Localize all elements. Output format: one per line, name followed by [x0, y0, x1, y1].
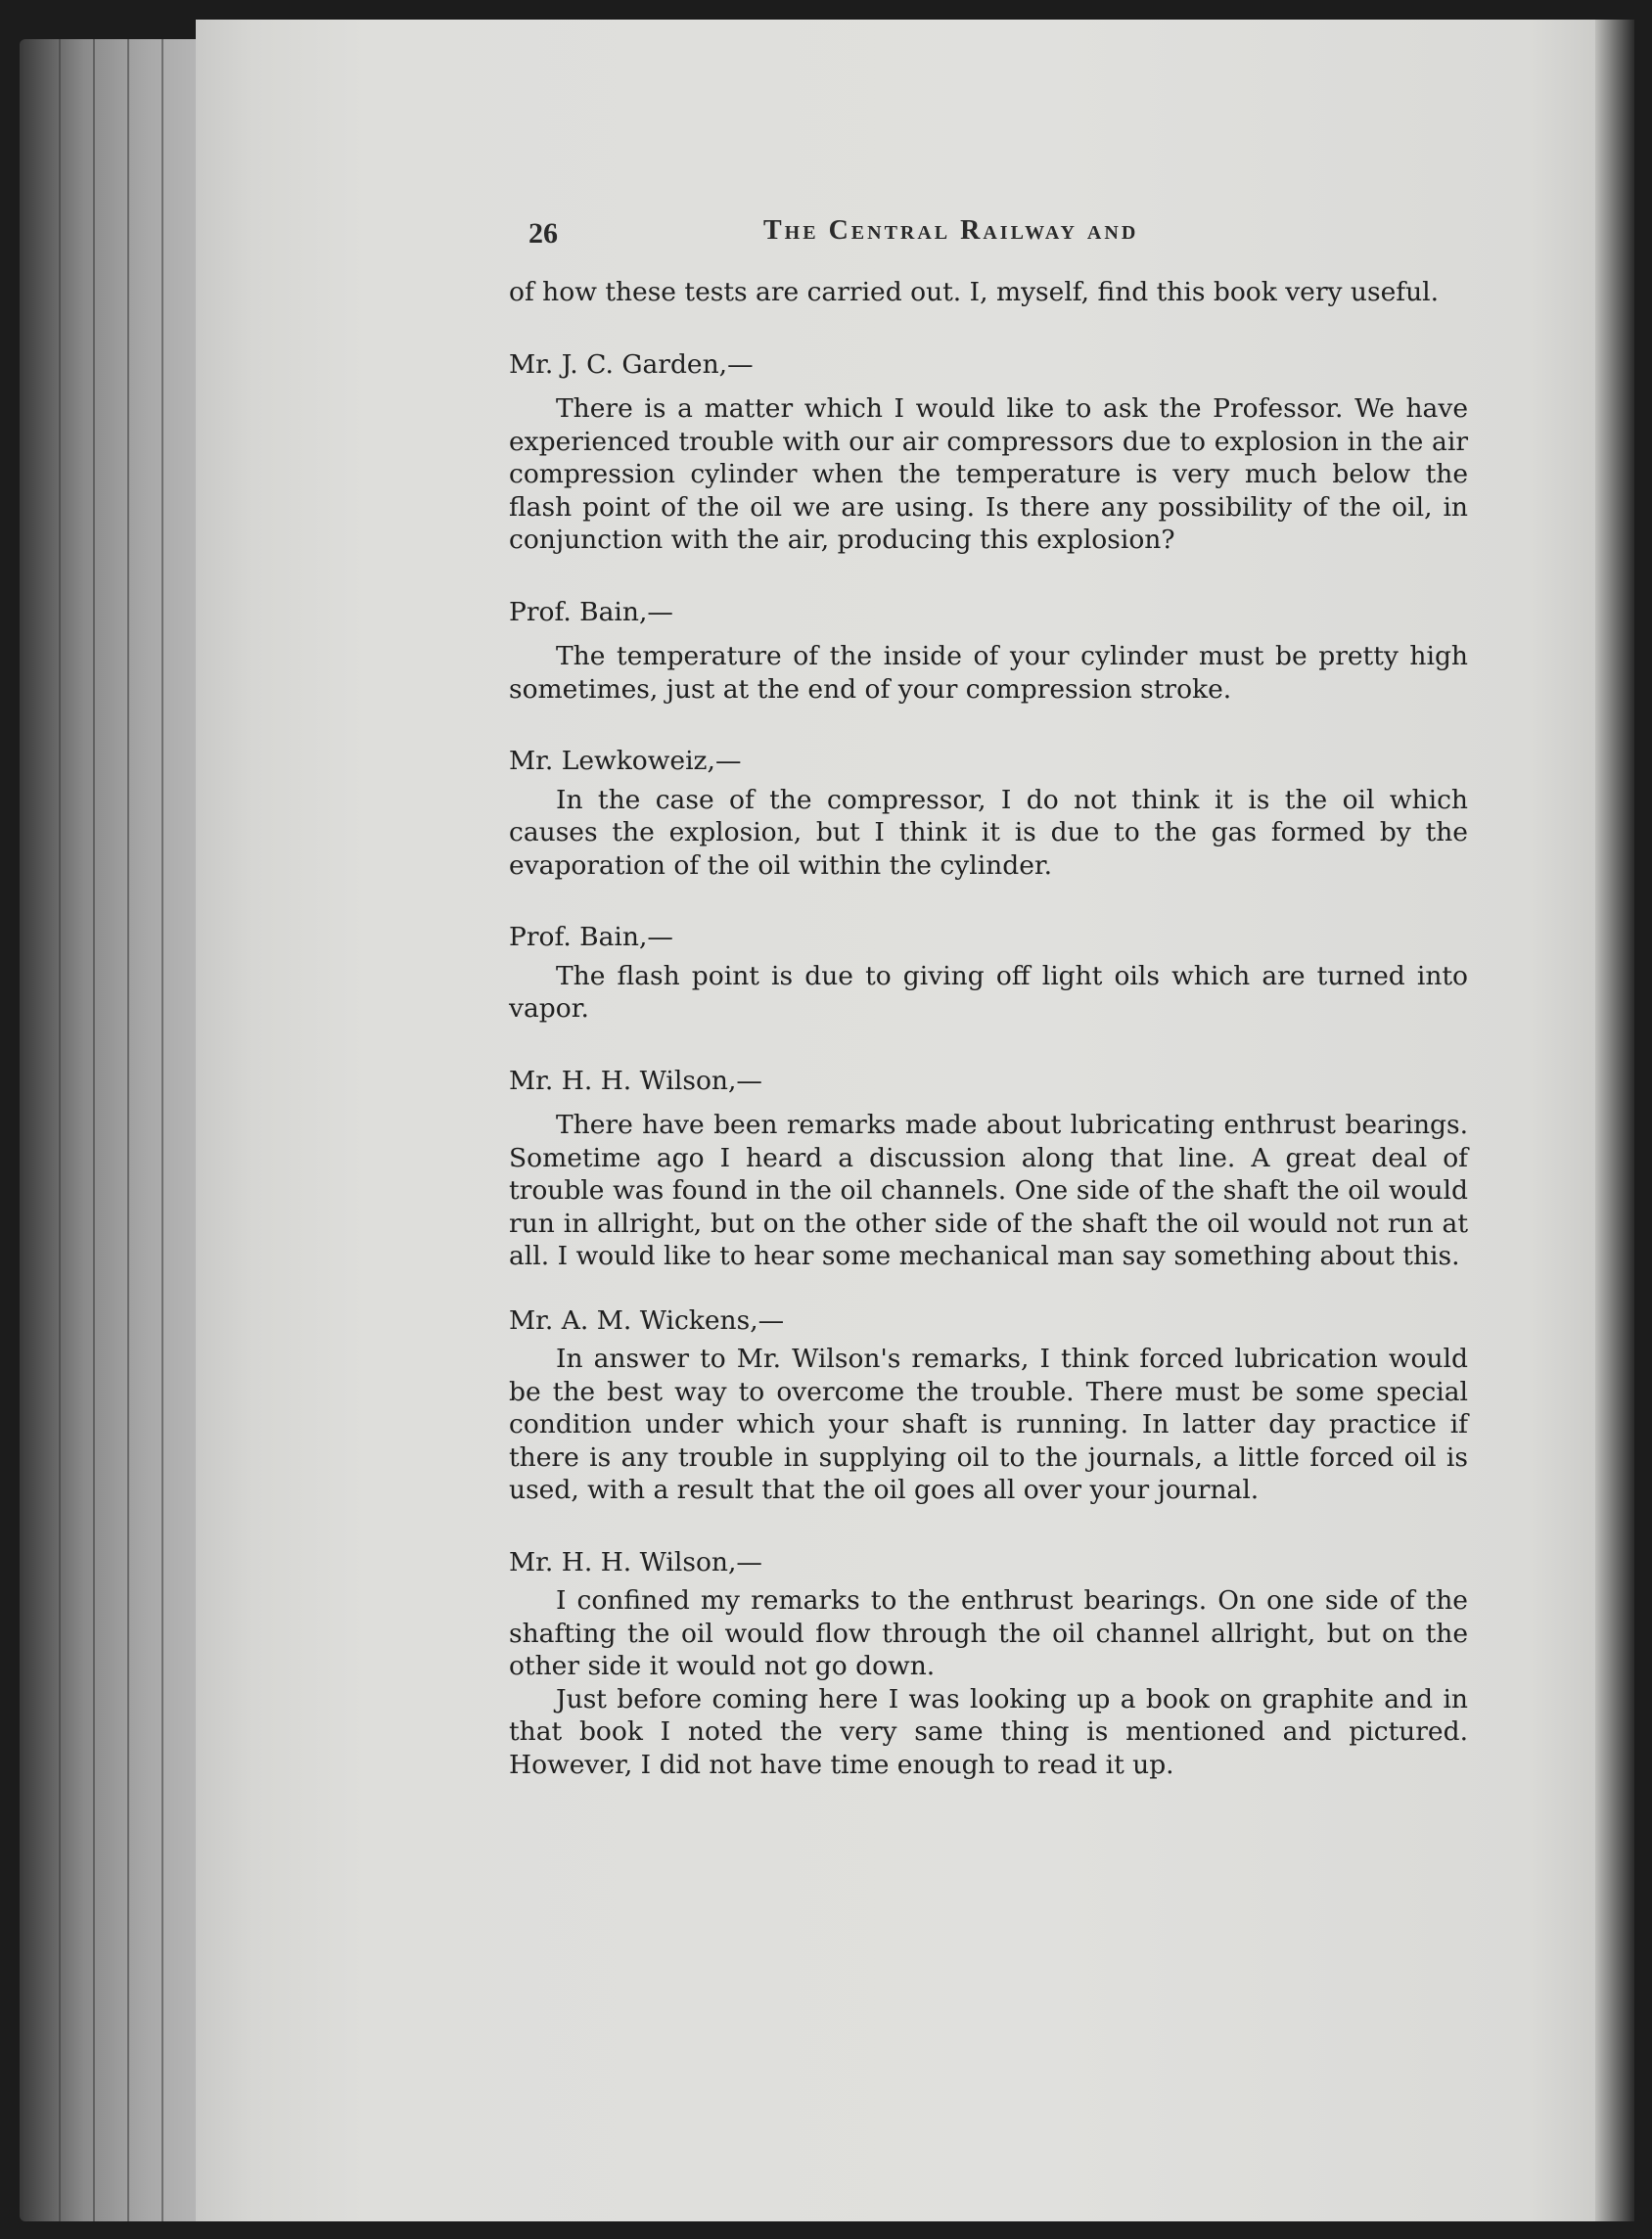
paragraph: In answer to Mr. Wilson's remarks, I think forced lubrication would be the best way to overcome the trouble. There must be some special condition under which your shaft is running. In latter day practice if there is any trouble in supplying oil to the journals, a little forced oil is used, with a result that the oil goes all over your journal. [509, 1344, 1468, 1505]
page-edge-line [93, 39, 95, 2221]
page-edge-line [161, 39, 163, 2221]
speaker-label: Mr. H. H. Wilson,— [509, 1546, 762, 1577]
running-head: The Central Railway and [763, 215, 1139, 246]
speaker-label: Mr. H. H. Wilson,— [509, 1065, 762, 1096]
speaker-label: Prof. Bain,— [509, 596, 673, 627]
page-edge-line [59, 39, 61, 2221]
speaker-label: Mr. Lewkoweiz,— [509, 746, 742, 776]
paragraph: There have been remarks made about lubricating enthrust bearings. Sometime ago I heard a discussion along that line. A great deal of trouble was found in the oil channels. One side of the shaft the oil would run in allright, but on the other side of the shaft the oil would not run at all. I would like to hear some mechanical man say something about this. [509, 1110, 1468, 1271]
speaker-label: Mr. A. M. Wickens,— [509, 1304, 785, 1336]
paragraph: The flash point is due to giving off light oils which are turned into vapor. [509, 960, 1468, 1024]
speaker-label: Prof. Bain,— [509, 922, 673, 952]
paragraph: The temperature of the inside of your cylinder must be pretty high sometimes, just at the end of your compression stroke. [509, 641, 1468, 705]
page-edge-line [127, 39, 129, 2221]
page-number: 26 [528, 217, 558, 250]
paragraph: In the case of the compressor, I do not think it is the oil which causes the explosion, but I think it is due to the gas formed by the evaporation of the oil within the cylinder. [509, 784, 1468, 881]
page-right-shadow [1595, 20, 1634, 2221]
paragraph: There is a matter which I would like to ask the Professor. We have experienced trouble with our air compressors due to explosion in the air compression cylinder when the temperature is very much below the flash point of the oil we are using. Is there any possibility of the oil, in conjunction with the air, producing this explosion? [509, 393, 1468, 555]
paragraph: Just before coming here I was looking up a book on graphite and in that book I noted the very same thing is mentioned and pictured. However, I did not have time enough to read it up. [509, 1683, 1468, 1780]
body-text [509, 276, 1468, 1781]
paragraph: of how these tests are carried out. I, myself, find this book very useful. [509, 277, 1440, 307]
paragraph: I confined my remarks to the enthrust bearings. On one side of the shafting the oil would flow through the oil channel allright, but on the other side it would not go down. [509, 1585, 1468, 1681]
speaker-label: Mr. J. C. Garden,— [509, 348, 754, 380]
